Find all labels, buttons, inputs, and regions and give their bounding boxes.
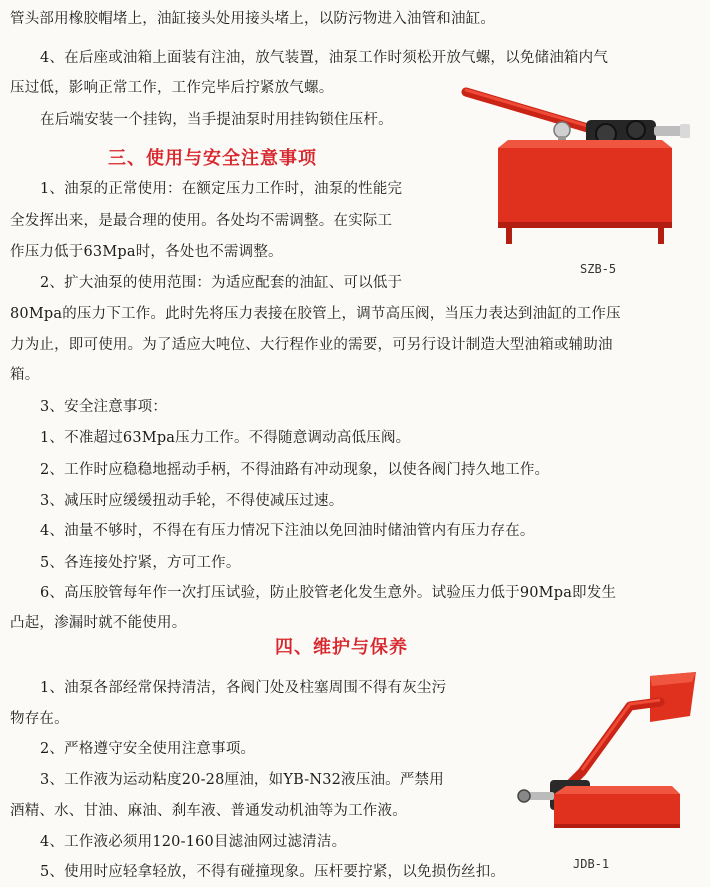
safety-item-6-line-2: 凸起，渗漏时就不能使用。 (10, 615, 187, 631)
maint-item-1-line-1: 1、油泵各部经常保持清洁，各阀门处及柱塞周围不得有灰尘污 (40, 680, 447, 696)
szb5-caption: SZB-5 (580, 262, 617, 276)
safety-heading: 3、安全注意事项： (40, 399, 168, 415)
maint-item-5: 5、使用时应轻拿轻放，不得有碰撞现象。压杆要拧紧，以免损伤丝扣。 (40, 864, 506, 880)
maint-item-3-line-2: 酒精、水、甘油、麻油、刹车液、普通发动机油等为工作液。 (10, 803, 407, 819)
maint-item-1-line-2: 物存在。 (10, 711, 69, 727)
section-4-title: 四、维护与保养 (275, 637, 408, 658)
section-3-title: 三、使用与安全注意事项 (108, 148, 317, 169)
szb5-pump-image (458, 82, 708, 252)
intro-line-1: 管头部用橡胶帽堵上，油缸接头处用接头堵上，以防污物进入油管和油缸。 (10, 11, 496, 27)
sec3-p1-line-2: 全发挥出来，是最合理的使用。各处均不需调整。在实际工 (10, 213, 393, 229)
sec3-p2-line-4: 箱。 (10, 367, 40, 383)
maint-item-2: 2、严格遵守安全使用注意事项。 (40, 741, 256, 757)
sec3-p2-line-2: 80Mpa的压力下工作。此时先将压力表接在胶管上，调节高压阀，当压力表达到油缸的工作压 (10, 306, 621, 322)
safety-item-5: 5、各连接处拧紧，方可工作。 (40, 555, 241, 571)
maint-item-3-line-1: 3、工作液为运动粘度20-28厘油，如YB-N32液压油。严禁用 (40, 772, 444, 788)
sec3-p2-line-1: 2、扩大油泵的使用范围：为适应配套的油缸、可以低于 (40, 275, 403, 291)
intro-line-4: 在后端安装一个挂钩，当手提油泵时用挂钩锁住压杆。 (40, 112, 393, 128)
intro-line-3: 压过低，影响正常工作，工作完毕后拧紧放气螺。 (10, 80, 334, 96)
jdb1-pump-image (510, 668, 710, 848)
safety-item-4: 4、油量不够时，不得在有压力情况下注油以免回油时储油管内有压力存在。 (40, 523, 535, 539)
safety-item-3: 3、减压时应缓缓扭动手轮，不得使减压过速。 (40, 493, 344, 509)
safety-item-1: 1、不准超过63Mpa压力工作。不得随意调动高低压阀。 (40, 430, 411, 446)
safety-item-2: 2、工作时应稳稳地摇动手柄，不得油路有冲动现象，以使各阀门持久地工作。 (40, 462, 550, 478)
sec3-p1-line-3: 作压力低于63Mpa时，各处也不需调整。 (10, 244, 283, 260)
intro-line-2: 4、在后座或油箱上面装有注油，放气装置，油泵工作时须松开放气螺，以免储油箱内气 (40, 50, 609, 66)
sec3-p2-line-3: 力为止，即可使用。为了适应大吨位、大行程作业的需要，可另行设计制造大型油箱或辅助油 (10, 337, 613, 353)
maint-item-4: 4、工作液必须用120-160目滤油网过滤清洁。 (40, 834, 347, 850)
jdb1-caption: JDB-1 (573, 857, 610, 871)
sec3-p1-line-1: 1、油泵的正常使用：在额定压力工作时，油泵的性能完 (40, 181, 403, 197)
safety-item-6-line-1: 6、高压胶管每年作一次打压试验，防止胶管老化发生意外。试验压力低于90Mpa即发生 (40, 585, 617, 601)
